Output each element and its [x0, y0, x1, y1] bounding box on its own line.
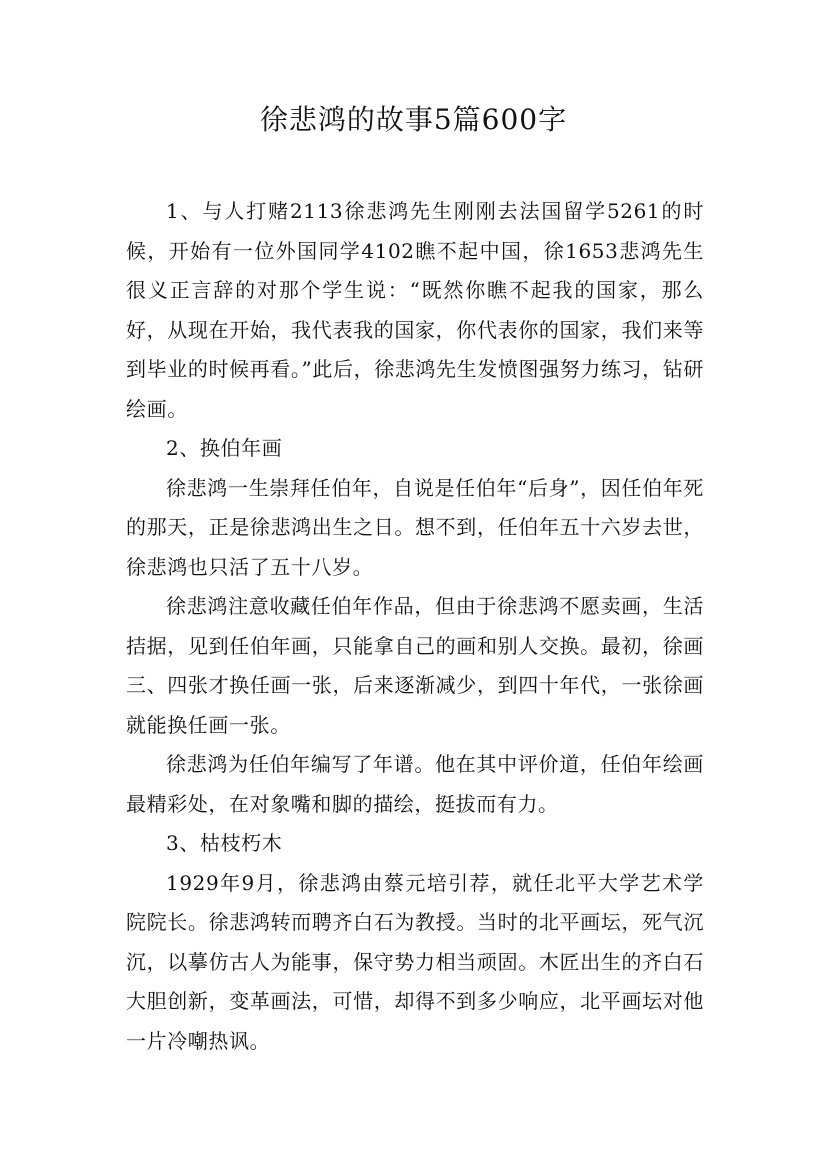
paragraph-story-3: 1929年9月，徐悲鸿由蔡元培引荐，就任北平大学艺术学院院长。徐悲鸿转而聘齐白石为教授。当时的北平画坛，死气沉沉，以摹仿古人为能事，保守势力相当顽固。木匠出生的齐白石大胆创新，变革画法，可惜，却得不到多少响应，北平画坛对他一片冷嘲热讽。	[126, 870, 704, 1053]
paragraph-story-2a: 徐悲鸿一生崇拜任伯年，自说是任伯年“后身”，因任伯年死的那天，正是徐悲鸿出生之日。想不到，任伯年五十六岁去世，徐悲鸿也只活了五十八岁。	[126, 475, 704, 579]
document-title: 徐悲鸿的故事5篇600字	[259, 103, 568, 136]
paragraph-story-2c: 徐悲鸿为任伯年编写了年谱。他在其中评价道，任伯年绘画最精彩处，在对象嘴和脚的描绘，挺拔而有力。	[126, 752, 704, 816]
paragraph-story-2b: 徐悲鸿注意收藏任伯年作品，但由于徐悲鸿不愿卖画，生活拮据，见到任伯年画，只能拿自己的画和别人交换。最初，徐画三、四张才换任画一张，后来逐渐减少，到四十年代，一张徐画就能换任画一张。	[126, 594, 704, 737]
paragraph-story-1: 1、与人打赌2113徐悲鸿先生刚刚去法国留学5261的时候，开始有一位外国同学4102瞧不起中国，徐1653悲鸿先生很义正言辞的对那个学生说：“既然你瞧不起我的国家，那么好，从现在开始，我代表我的国家，你代表你的国家，我们来等到毕业的时候再看。”此后，徐悲鸿先生发愤图强努力练习，钻研绘画。	[126, 199, 704, 421]
section-heading-2: 2、换伯年画	[166, 436, 283, 460]
document-body	[126, 192, 704, 1061]
section-heading-3: 3、枯枝朽木	[166, 831, 283, 855]
